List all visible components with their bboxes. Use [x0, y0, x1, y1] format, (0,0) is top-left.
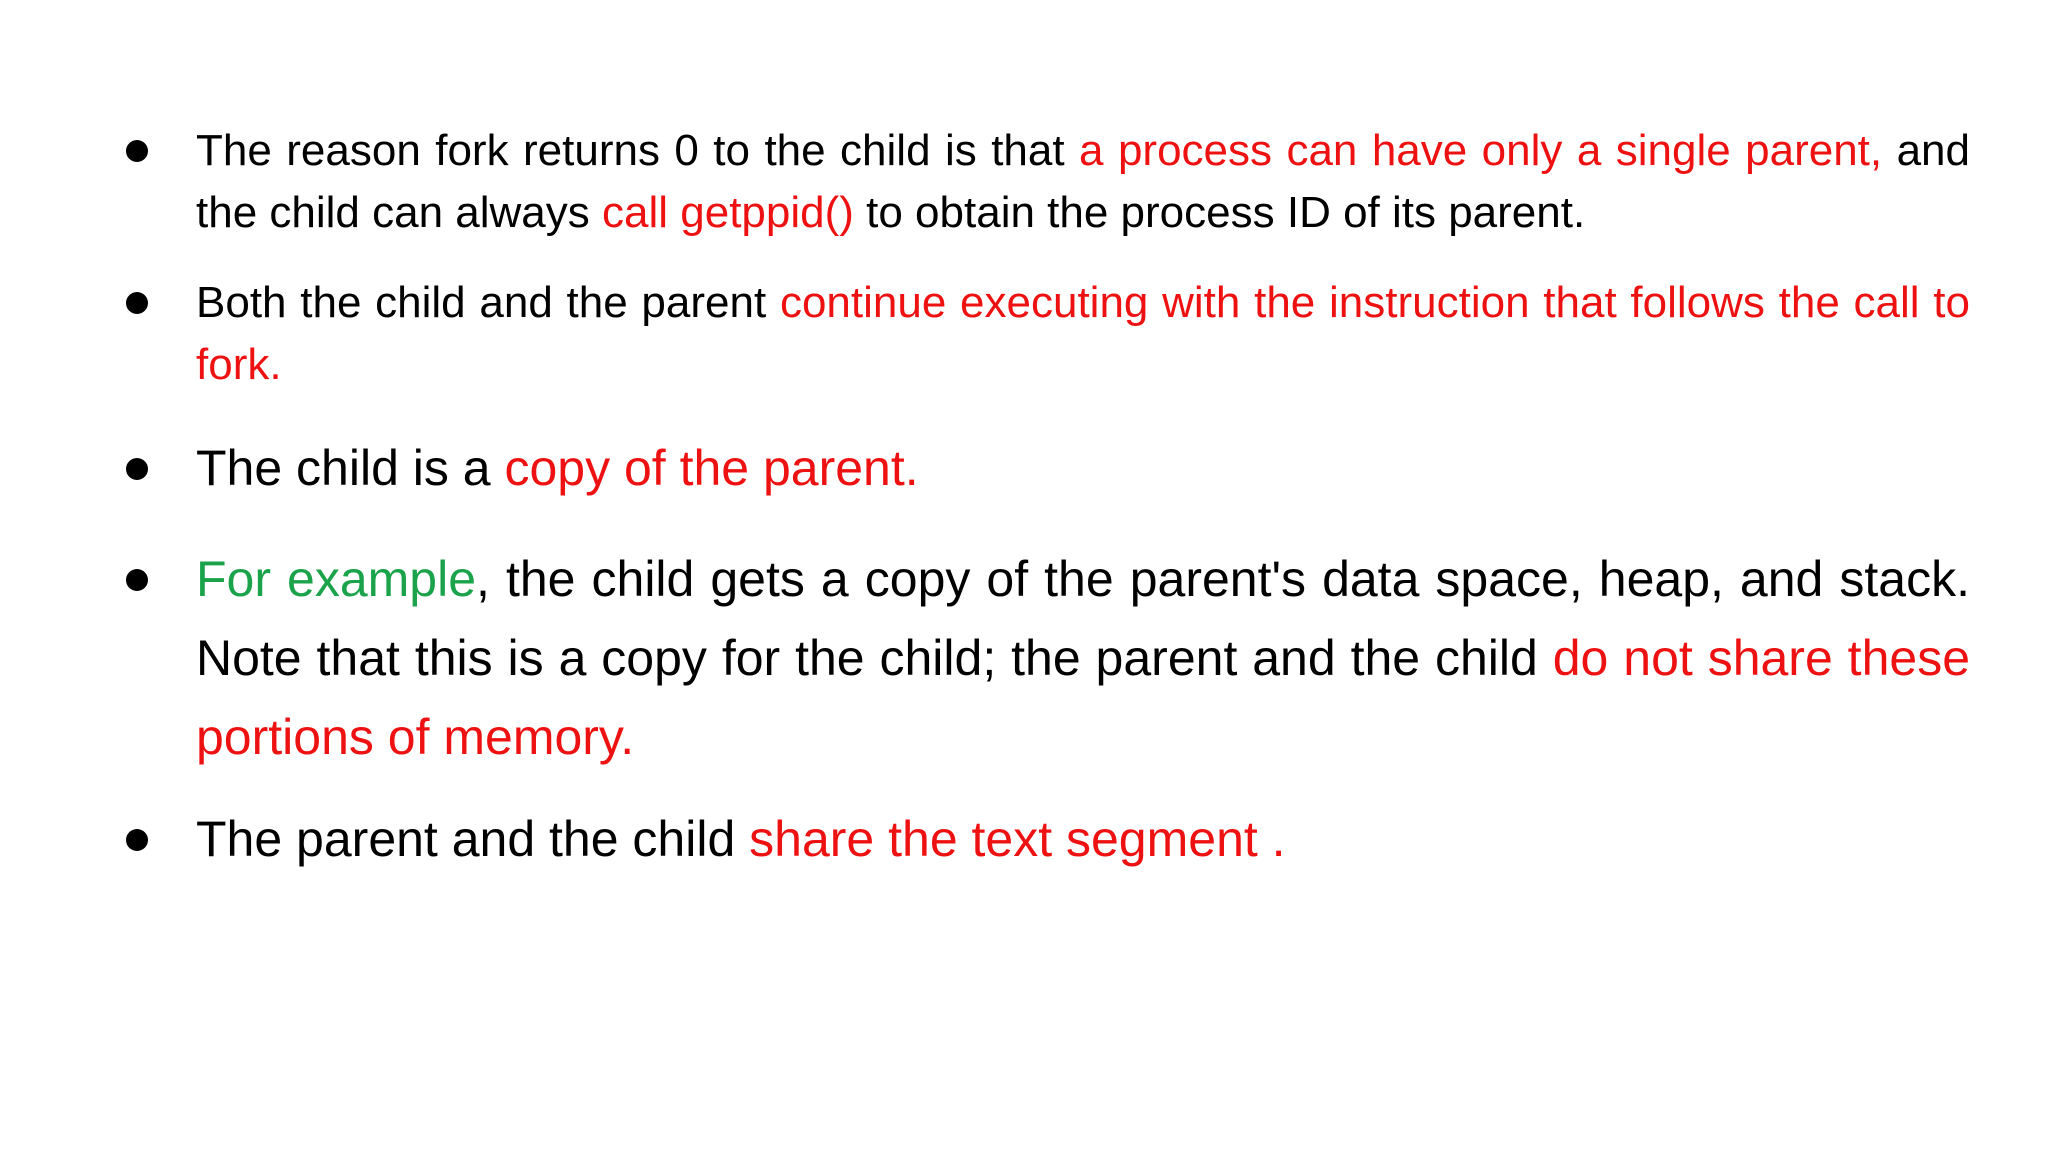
bullet-dot-icon	[126, 458, 148, 480]
highlight-segment: a process can have only a single parent,	[1079, 126, 1883, 175]
text-segment: The parent and the child	[196, 811, 750, 867]
text-segment: and the child can always	[196, 126, 1970, 237]
bullet-dot-icon	[126, 829, 148, 851]
bullet-text	[196, 436, 1970, 500]
text-segment: Both the child and the parent	[196, 278, 780, 327]
bullet-item-share-text-segment	[110, 807, 1970, 871]
bullet-item-continue-executing	[110, 272, 1970, 396]
bullet-item-fork-returns-zero	[110, 120, 1970, 244]
bullet-text	[196, 120, 1970, 244]
bullet-text	[196, 272, 1970, 396]
bullet-dot-icon	[126, 292, 148, 314]
highlight-segment: copy of the parent.	[504, 440, 919, 496]
bullet-text	[196, 807, 1970, 871]
highlight-segment: share the text segment .	[749, 811, 1286, 867]
highlight-segment: call getppid()	[602, 188, 854, 237]
bullet-item-child-copy	[110, 436, 1970, 500]
text-segment: to obtain the process ID of its parent.	[853, 188, 1586, 237]
text-segment: The reason fork returns 0 to the child is that	[196, 126, 1080, 175]
bullet-text	[196, 540, 1970, 777]
bullet-dot-icon	[126, 140, 148, 162]
highlight-segment: do not share these portions of memory.	[196, 630, 1970, 765]
highlight-segment: continue executing with the instruction that follows the call to fork.	[196, 278, 1970, 389]
bullet-item-for-example	[110, 540, 1970, 777]
text-segment: , the child gets a copy of the parent's data space, heap, and stack. Note that this is a copy for the child; the parent and the child	[196, 551, 1970, 686]
bullet-dot-icon	[126, 569, 148, 591]
example-segment: For example	[196, 551, 477, 607]
bullet-list	[110, 120, 1970, 871]
text-segment: The child is a	[196, 440, 505, 496]
